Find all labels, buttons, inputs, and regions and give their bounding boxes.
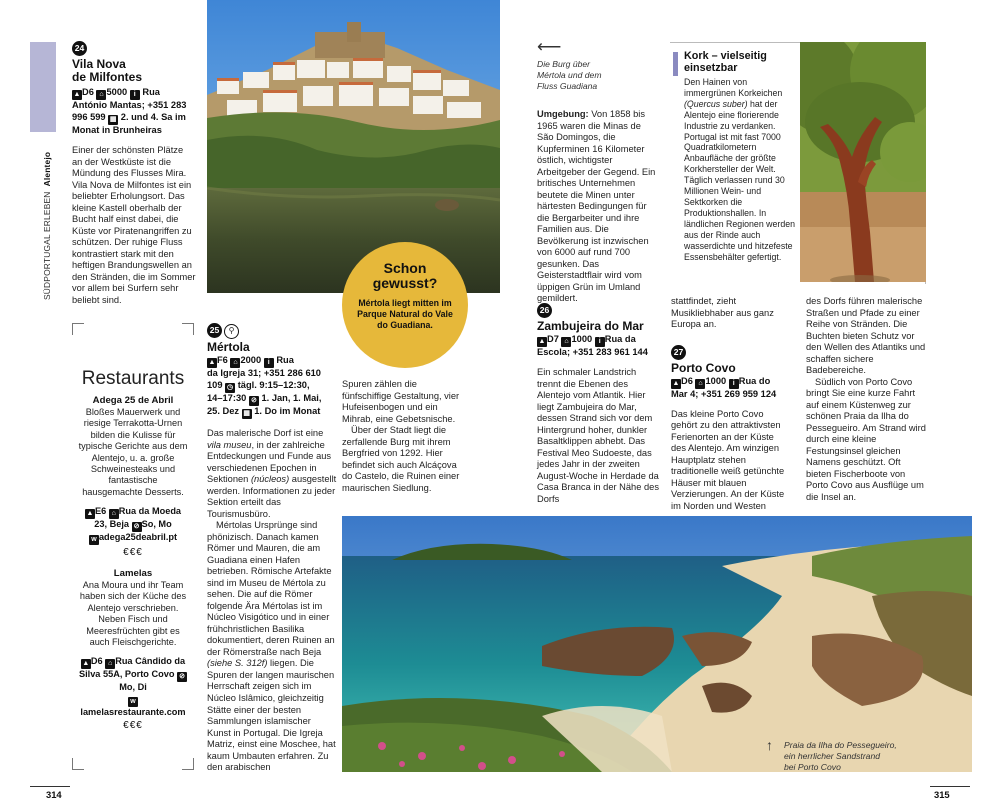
info-phone: 109 bbox=[207, 380, 223, 391]
did-you-know-title bbox=[342, 261, 468, 290]
info-pop: 1000 bbox=[571, 334, 593, 345]
porto-covo-continued: des Dorfs führen malerische Straßen und Pfade zu einer Reihe von Stränden. Die Buchten bieten Schutz vor den Wellen des Atlantiks und schaffen sichere Badebereiche. bbox=[806, 296, 926, 376]
info-icon: i bbox=[130, 90, 140, 100]
restaurant-website-link[interactable]: adega25deabril.pt bbox=[98, 532, 178, 543]
cork-accent-bar bbox=[673, 52, 678, 76]
entry-porto-covo bbox=[671, 345, 791, 513]
map-grid-icon: ▲ bbox=[208, 359, 216, 367]
restaurant-info bbox=[78, 506, 188, 545]
restaurant-info bbox=[78, 656, 188, 718]
info-closed: 1. Jan, 1. Mai, bbox=[261, 393, 322, 404]
entry-info bbox=[537, 334, 661, 359]
info-pop: 1000 bbox=[705, 375, 727, 386]
info-address: Rua bbox=[276, 355, 294, 366]
caption-text: Praia da Ilha do Pessegueiro, ein herrlicher Sandstrand bei Porto Covo bbox=[784, 740, 897, 772]
population-icon: ⌂ bbox=[561, 337, 571, 347]
clock-icon: ◷ bbox=[227, 384, 234, 392]
info-closed: 25. Dez bbox=[207, 406, 240, 417]
info-address: Rua do bbox=[738, 375, 771, 386]
restaurants-heading: Restaurants bbox=[81, 368, 185, 389]
map-grid-icon: ▲ bbox=[82, 660, 90, 668]
mertola-caption bbox=[537, 38, 657, 91]
info-hours: 14–17:30 bbox=[207, 393, 247, 404]
restaurant-closed: So, Mo bbox=[141, 519, 172, 530]
restaurant-closed: Mo, Di bbox=[119, 682, 147, 693]
info-pop: 5000 bbox=[106, 86, 128, 97]
entry-text: Über der Stadt liegt die zerfallende Burg mit ihrem Bergfried von 1292. Hier befindet sich auch Alcáçova do Castelo, die Ruinen einer maurischen Siedlung. bbox=[342, 425, 460, 493]
entry-text: Das malerische Dorf ist eine vila museu, in der zahlreiche Entdeckungen und Funde aus verschiedenen Epochen in Sektionen (núcleos) ausgestellt werden. Informationen zu jeder Sektion erteilt das Tourismusbüro. bbox=[207, 428, 337, 519]
population-icon: ⌂ bbox=[230, 358, 240, 368]
umgebung-text: Umgebung: Von 1858 bis 1965 waren die Minas de São Domingos, die Kupferminen 16 Kilometer östlich, wichtigster Arbeitgeber der Gegend. Ein britisches Unternehmen beutete die Minen unter härtesten Bedingungen für die Bergarbeiter und ihre Familien aus. Die Bevölkerung ist inzwischen von 6000 auf rund 700 gesunken. Das Geisterstadtflair wird vom üppigen Grün im Umland gemildert. bbox=[537, 109, 656, 304]
entry-text: Einer der schönsten Plätze an der Westküste ist die Mündung des Flusses Mira. Vila Nova de Milfontes ist ein beliebter Erholungsort. Das kleine Kastell oberhalb der Bucht half einst dabei, die Küste vor Piratenangriffen zu schützen. Der ruhige Fluss kontrastiert stark mit den heftigen Brandungswellen an den Stränden, die im Sommer vor allem bei Surfern sehr beliebt sind. bbox=[72, 145, 196, 305]
region-label: Alentejo bbox=[42, 151, 52, 187]
restaurant-grid: E6 bbox=[94, 506, 107, 517]
address-icon: ⌂ bbox=[105, 659, 115, 669]
info-grid: D7 bbox=[547, 334, 559, 345]
restaurants-box bbox=[72, 323, 194, 770]
info-icon: i bbox=[264, 358, 274, 368]
map-grid-icon: ▲ bbox=[538, 338, 546, 346]
chapter-label bbox=[42, 151, 52, 300]
entry-number: 27 bbox=[671, 345, 686, 360]
entry-title: Zambujeira do Mar bbox=[537, 319, 644, 333]
closed-icon: ⊘ bbox=[177, 672, 187, 682]
cork-tree-photo bbox=[800, 42, 926, 282]
map-grid-icon: ▲ bbox=[672, 379, 680, 387]
entry-number: 25 bbox=[207, 323, 222, 338]
info-market: Monat in Brunheiras bbox=[72, 124, 162, 135]
entry-mertola bbox=[207, 323, 337, 774]
info-grid: F6 bbox=[217, 355, 228, 366]
page-number-right: 315 bbox=[934, 789, 950, 800]
info-address: da Igreja 31; +351 286 610 bbox=[207, 368, 321, 379]
info-address: Rua bbox=[142, 86, 160, 97]
restaurant-name: Adega 25 de Abril bbox=[92, 395, 174, 406]
caption-text: Die Burg über Mértola und dem Fluss Guadiana bbox=[537, 59, 602, 91]
entry-title bbox=[72, 58, 197, 85]
restaurant-price: €€€ bbox=[123, 547, 143, 559]
page-number-left: 314 bbox=[46, 789, 62, 800]
population-icon: ⌂ bbox=[695, 379, 705, 389]
column-5 bbox=[806, 296, 928, 503]
info-market: 1. Do im Monat bbox=[254, 406, 321, 417]
entry-text: Mértolas Ursprünge sind phönizisch. Danach kamen Römer und Mauren, die am Guadiana einen Hafen betrieben. Römische Artefakte sind im Museu de Mértola zu sehen. Die auf die Römer folgende Ära Mértolas ist im Núcleo Visigótico und in einer frühchristlichen Basilika dokumentiert, deren Ruinen an der Römerstraße nach Beja (siehe S. 312f) liegen. Die Spuren der langen maurischen Herrschaft zeigen sich im Núcleo Islâmico, gleichzeitig Stätte einer der besten Sammlungen islamischer Kunst in Portugal. Die Igreja Matriz, einst eine Moschee, hat kaum Umbauten erfahren. Zu den arabischen bbox=[207, 520, 336, 773]
mertola-photo bbox=[207, 0, 500, 293]
entry-zambujeira bbox=[537, 303, 661, 505]
restaurant-name: Lamelas bbox=[113, 568, 153, 579]
web-icon: w bbox=[89, 535, 99, 545]
info-icon: i bbox=[729, 379, 739, 389]
arrow-left-icon: ⟵ bbox=[537, 37, 562, 56]
cork-title: Kork – vielseitig einsetzbar bbox=[684, 50, 767, 74]
info-phone: 996 599 bbox=[72, 111, 106, 122]
title-line: Vila Nova bbox=[72, 57, 126, 71]
page-number-rule bbox=[930, 786, 970, 787]
entry-info bbox=[207, 355, 337, 419]
column-4 bbox=[671, 296, 791, 512]
info-address: Escola; +351 283 961 144 bbox=[537, 347, 648, 358]
info-grid: D6 bbox=[82, 86, 94, 97]
info-pop: 2000 bbox=[240, 355, 262, 366]
restaurant-address: Rua Cândido da Silva 55A, Porto Covo bbox=[78, 656, 186, 680]
restaurant-desc: Ana Moura und ihr Team haben sich der Küche des Alentejo verschrieben. Neben Fisch und Meeresfrüchten gibt es auch Fleischgerichte. bbox=[79, 579, 187, 647]
chapter-tab bbox=[30, 42, 56, 132]
calendar-icon: ▦ bbox=[243, 410, 250, 418]
info-address: António Mantas; +351 283 bbox=[72, 99, 187, 110]
restaurant-website-link[interactable]: lamelasrestaurante.com bbox=[80, 706, 186, 717]
entry-title: Mértola bbox=[207, 340, 250, 354]
fact-title-line: Schon bbox=[383, 260, 427, 276]
page-number-rule bbox=[30, 786, 70, 787]
info-grid: D6 bbox=[681, 375, 693, 386]
bicycle-icon: ⚲ bbox=[224, 324, 239, 339]
info-hours: tägl. 9:15–12:30, bbox=[237, 380, 310, 391]
entry-info bbox=[72, 87, 197, 136]
restaurant-item bbox=[78, 395, 188, 560]
beach-caption bbox=[766, 737, 918, 772]
beach-photo bbox=[342, 516, 972, 772]
restaurant-desc: Bloßes Mauerwerk und riesige Terrakotta-Urnen bilden die Kulisse für typische Gerichte aus dem Alentejo, u. a. große Schweinesteaks und fantastische hausgemachte Desserts. bbox=[78, 406, 188, 497]
did-you-know-text: Mértola liegt mitten im Parque Natural do Vale do Guadiana. bbox=[357, 298, 453, 330]
restaurant-price: €€€ bbox=[123, 720, 143, 732]
address-icon: ⌂ bbox=[109, 509, 119, 519]
closed-icon: ⊘ bbox=[249, 396, 259, 406]
map-grid-icon: ▲ bbox=[86, 510, 94, 518]
title-line: de Milfontes bbox=[72, 70, 143, 85]
restaurant-grid: D6 bbox=[90, 656, 103, 667]
web-icon: w bbox=[128, 697, 138, 707]
map-grid-icon: ▲ bbox=[73, 90, 81, 98]
entry-vila-nova bbox=[72, 41, 197, 307]
zambujeira-continued: stattfindet, zieht Musikliebhaber aus ganz Europa an. bbox=[671, 296, 774, 330]
entry-title: Porto Covo bbox=[671, 360, 736, 375]
entry-number: 26 bbox=[537, 303, 552, 318]
arrow-up-icon: ↑ bbox=[766, 737, 773, 753]
population-icon: ⌂ bbox=[96, 90, 106, 100]
restaurant-address: Rua da Moeda 23, Beja bbox=[94, 506, 182, 530]
info-market: 2. und 4. Sa im bbox=[120, 111, 186, 122]
cork-text: Den Hainen von immergrünen Korkeichen (Quercus suber) hat der Alentejo eine florierende Industrie zu verdanken. Portugal ist mit fast 7000 Quadratkilometern Anbaufläche der größte Korkhersteller der Welt. Täglich verlassen rund 30 Millionen Wein- und Sektkorken die Produktionshallen. In ländlichen Regionen werden aus der Rinde auch wasserdichte und hitzefeste Essensbehälter gefertigt. bbox=[684, 77, 796, 262]
info-address: Rua da bbox=[604, 334, 636, 345]
info-icon: i bbox=[595, 337, 605, 347]
section-label: SÜDPORTUGAL ERLEBEN bbox=[42, 191, 52, 300]
entry-info bbox=[671, 376, 791, 401]
mertola-continued bbox=[342, 379, 462, 494]
info-address: Mar 4; +351 269 959 124 bbox=[671, 388, 777, 399]
closed-icon: ⊘ bbox=[132, 522, 142, 532]
entry-text: Das kleine Porto Covo gehört zu den attraktivsten Ferienorten an der Küste des Alentejo. Am winzigen Hauptplatz stehen traditionelle weiß getünchte Häuser mit blauen Verzierungen. An der Küste im Norden und Westen bbox=[671, 408, 785, 511]
entry-text: Spuren zählen die fünfschiffige Gestaltung, vier Hufeisenbogen und ein Mihrab, eine Gebetsnische. bbox=[342, 379, 460, 424]
entry-number: 24 bbox=[72, 41, 87, 56]
umgebung-section bbox=[537, 109, 659, 305]
calendar-icon: ▦ bbox=[109, 115, 117, 123]
porto-covo-continued: Südlich von Porto Covo bringt Sie eine kurze Fahrt auf einem Küstenweg zur schönen Praia da Ilha do Pessegueiro. Am Strand wird durch eine kleine Festungsinsel gleichen Namens geschützt. Oft bieten Fischerboote von Porto Covo aus Ausflüge um die Insel an. bbox=[806, 376, 926, 502]
did-you-know-circle bbox=[342, 242, 468, 368]
entry-text: Ein schmaler Landstrich trennt die Ebenen des Alentejo vom Atlantik. Hier liegt Zambujeira do Mar, dessen Strand sich vor dem Hintergrund hoher, dunkler Basaltklippen abhebt. Das Festival Meo Sudoeste, das jedes Jahr in der zweiten August-Woche in Herdade da Casa Branca in der Nähe des Dorfs bbox=[537, 367, 659, 504]
fact-title-line: gewusst? bbox=[372, 274, 438, 291]
restaurant-item bbox=[78, 568, 188, 733]
